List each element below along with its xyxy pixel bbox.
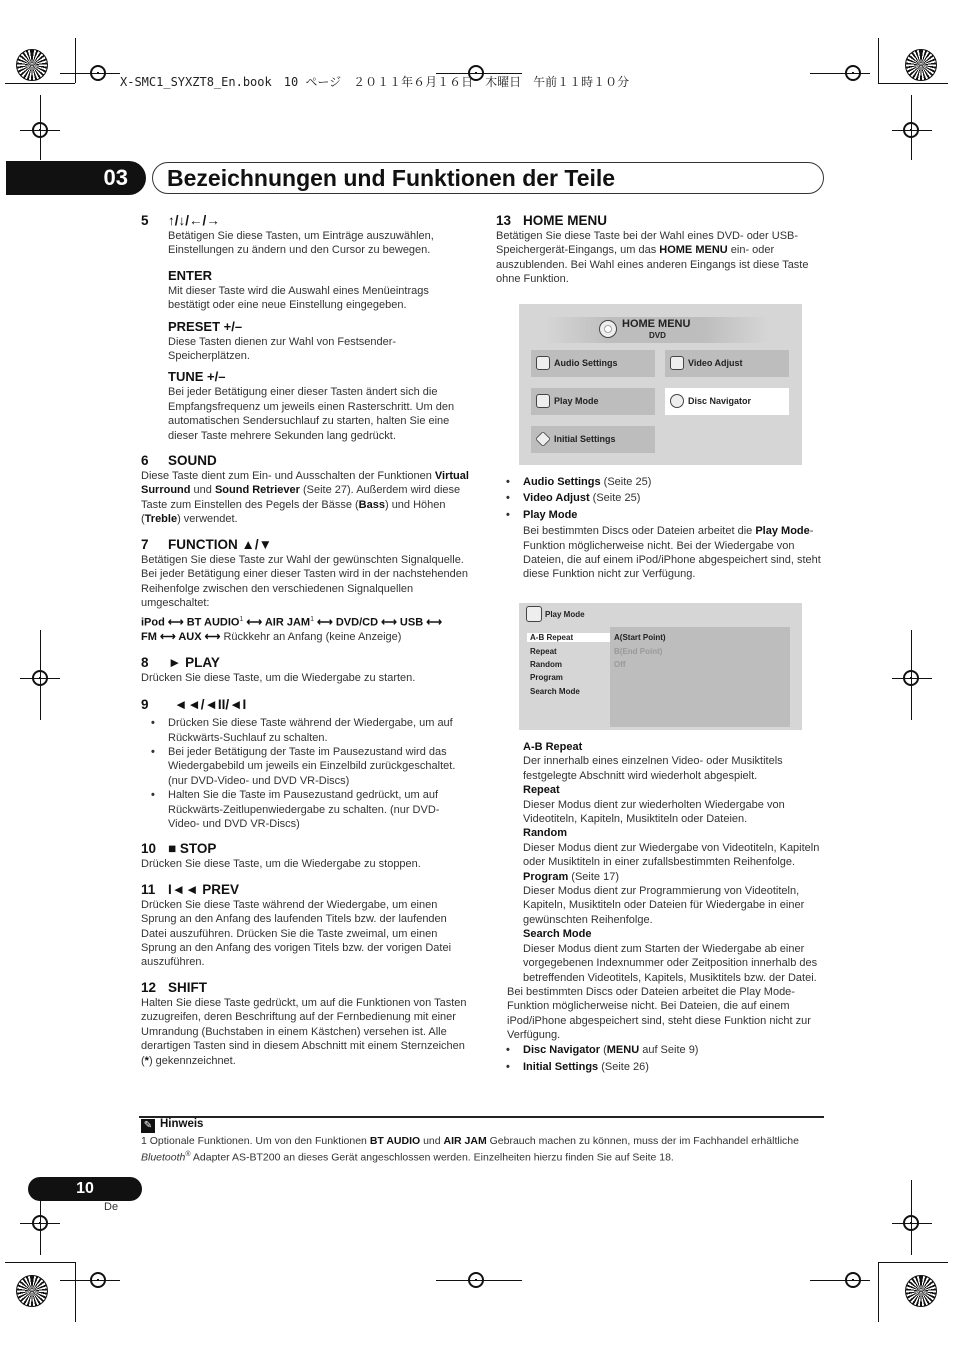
play-mode-descriptions: [507, 740, 827, 985]
disc-navigator-icon: [670, 394, 684, 408]
list-item: • Disc Navigator (MENU auf Seite 9): [523, 1043, 827, 1057]
mode-heading: Random: [523, 827, 567, 840]
list-item: • Bei jeder Betätigung der Taste im Pausezustand wird das Wiedergabebild um jeweils ein Einzelbild zurückgeschaltet. (nur DVD-Video- und DVD VR-Discs): [168, 745, 469, 788]
disc-icon: [599, 320, 617, 338]
option-start-point[interactable]: A(Start Point): [614, 633, 666, 642]
section-8-text: Drücken Sie diese Taste, um die Wiedergabe zu starten.: [141, 671, 416, 684]
list-item: • Play Mode: [523, 508, 827, 522]
home-menu-bullets-2: [507, 1043, 827, 1075]
menu-item-ab-repeat[interactable]: A-B Repeat: [527, 633, 610, 642]
mode-heading: Program (Seite 17): [523, 870, 619, 883]
mode-text: Dieser Modus dient zur wiederholten Wiedergabe von Videotiteln, Kapiteln, Musiktiteln oder Dateien.: [523, 798, 785, 826]
menu-item-random[interactable]: Random: [530, 660, 562, 669]
right-column-top: [496, 213, 826, 287]
video-icon: [670, 356, 684, 370]
note-pencil-icon: ✎: [141, 1119, 155, 1133]
tune-heading: TUNE +/–: [168, 369, 226, 385]
color-rosette-icon: [905, 49, 937, 81]
option-off[interactable]: Off: [614, 660, 626, 669]
section-8-heading: 8 ► PLAY: [141, 654, 220, 670]
option-end-point[interactable]: B(End Point): [614, 647, 663, 656]
note-text: 1 Optionale Funktionen. Um von den Funktionen BT AUDIO und AIR JAM Gebrauch machen zu können, muss der im Fachhandel erhältliche Bluetooth® Adapter AS-BT200 an dieses Gerät angeschlossen werden. Einzelheiten hierzu finden Sie auf Seite 18.: [141, 1135, 799, 1164]
play-mode-button[interactable]: Play Mode: [531, 388, 655, 415]
section-13-text: Betätigen Sie diese Taste bei der Wahl eines DVD- oder USB-Speichergerät-Eingangs, um das HOME MENU ein- oder auszublenden. Bei Wahl eines anderen Eingangs ist diese Taste ohne Funktion.: [496, 230, 809, 286]
section-12-text: Halten Sie diese Taste gedrückt, um auf die Funktionen von Tasten zuzugreifen, deren Beschriftung auf der Fernbedienung mit einer Umrandung (Buchstaben in einem Kästchen) versehen ist. Alle derartigen Tasten sind in diesem Abschnitt mit einem Sternzeichen (*) gekennzeichnet.: [141, 996, 467, 1067]
section-12-heading: 12 SHIFT: [141, 979, 207, 995]
left-column: [141, 213, 469, 1068]
section-13-heading: 13 HOME MENU: [496, 213, 607, 228]
list-item: • Drücken Sie diese Taste während der Wiedergabe, um auf Rückwärts-Suchlauf zu schalten.: [168, 716, 469, 745]
home-menu-title: HOME MENU: [622, 318, 691, 330]
mode-text: Dieser Modus dient zum Starten der Wiedergabe ab einer vorgegebenen Indexnummer oder Zeitposition innerhalb des betreffenden Videotitels, Kapitels, Musiktitels bzw. der Datei.: [523, 942, 818, 984]
color-rosette-icon: [16, 1275, 48, 1307]
section-10-heading: 10 ■ STOP: [141, 841, 217, 857]
section-5-heading: 5 ↑/↓/←/→: [141, 213, 220, 228]
enter-heading: ENTER: [168, 267, 213, 283]
list-item: • Halten Sie die Taste im Pausezustand gedrückt, um auf Rückwärts-Zeitlupenwiedergabe zu schalten. (nur DVD-Video- und DVD VR-Discs): [168, 788, 469, 831]
initial-settings-button[interactable]: Initial Settings: [531, 426, 655, 453]
chapter-title: Bezeichnungen und Funktionen der Teile: [152, 162, 824, 194]
list-item: • Video Adjust (Seite 25): [523, 491, 827, 505]
home-menu-subtitle: DVD: [649, 331, 666, 340]
settings-icon: [535, 431, 551, 447]
page-language: De: [104, 1201, 119, 1213]
menu-item-search-mode[interactable]: Search Mode: [530, 687, 580, 696]
chapter-number: 03: [6, 161, 146, 195]
mode-text: Dieser Modus dient zur Programmierung von Videotiteln, Kapiteln, Musiktiteln oder Dateien für Wiedergabe in einer gewünschten Reihenfolge.: [523, 885, 805, 926]
print-header: X-SMC1_SYXZT8_En.book 10 ページ ２０１１年６月１６日 木曜日 午前１１時１０分: [120, 75, 630, 89]
preset-text: Diese Tasten dienen zur Wahl von Festsender-Speicherplätzen.: [168, 335, 397, 363]
mode-text: Dieser Modus dient zur Wiedergabe von Videotiteln, Kapiteln oder Musiktiteln in einer zufallsbestimmten Reihenfolge.: [523, 841, 820, 869]
list-item: • Initial Settings (Seite 26): [523, 1060, 827, 1074]
mode-text: Der innerhalb eines einzelnen Video- oder Musiktitels festgelegte Abschnitt wird wiederholt abgespielt.: [523, 755, 783, 782]
color-rosette-icon: [905, 1275, 937, 1307]
section-11-text: Drücken Sie diese Taste während der Wiedergabe, um einen Sprung an den Anfang des laufenden Titels bzw. der laufenden Datei auszuführen. Drücken Sie die Taste zweimal, um einen Sprung an den Anfang des vorigen Titels bzw. der vorigen Datei auszuführen.: [141, 898, 452, 969]
play-mode-icon: [536, 394, 550, 408]
section-9-bullets: [141, 716, 469, 831]
page-number: 10: [28, 1177, 142, 1201]
video-adjust-button[interactable]: Video Adjust: [665, 350, 789, 377]
color-rosette-icon: [16, 49, 48, 81]
section-7-text: Betätigen Sie diese Taste zur Wahl der gewünschten Signalquelle. Bei jeder Betätigung einer dieser Tasten wird in der nachstehenden Reihenfolge zwischen den verschiedenen Signalquellen umgeschaltet:: [141, 553, 468, 609]
options-panel: [610, 627, 790, 727]
play-mode-closing: Bei bestimmten Discs oder Dateien arbeitet die Play Mode-Funktion möglicherweise nicht. Bei Dateien, die auf einem iPod/iPhone abgespeichert sind, steht diese Funktion nicht zur Verfügung.: [507, 985, 811, 1042]
play-mode-icon: [526, 606, 542, 622]
enter-text: Mit dieser Taste wird die Auswahl eines Menüeintrags bestätigt oder eine neue Einstellung eingegeben.: [168, 284, 429, 312]
play-mode-title: Play Mode: [545, 610, 585, 619]
section-7-heading: 7 FUNCTION ▲/▼: [141, 536, 272, 552]
mode-heading: A-B Repeat: [523, 741, 583, 753]
section-9-heading: 9 ◄◄/◄II/◄I: [141, 697, 247, 713]
home-menu-screen: [519, 304, 802, 465]
preset-heading: PRESET +/–: [168, 318, 243, 334]
audio-settings-button[interactable]: Audio Settings: [531, 350, 655, 377]
right-column-mid: [507, 475, 827, 582]
list-item: • Audio Settings (Seite 25): [523, 475, 827, 489]
menu-item-repeat[interactable]: Repeat: [530, 647, 557, 656]
note-heading: Hinweis: [160, 1118, 204, 1130]
section-10-text: Drücken Sie diese Taste, um die Wiedergabe zu stoppen.: [141, 858, 421, 871]
play-mode-screen: [519, 603, 802, 730]
section-6-heading: 6 SOUND: [141, 453, 217, 469]
function-sequence: iPod ⟷ BT AUDIO$^1$ ⟷ AIR JAM$^1$ ⟷ DVD/CD ⟷ USB ⟷ FM ⟷ AUX ⟷ Rückkehr an Anfang (keine Anzeige): [141, 616, 442, 644]
home-menu-bullets: [507, 475, 827, 522]
mode-heading: Search Mode: [523, 928, 592, 941]
section-6-text: Diese Taste dient zum Ein- und Ausschalten der Funktionen Virtual Surround und Sound Retriever (Seite 27). Außerdem wird diese Taste zum Einstellen des Pegels der Bässe (Bass) und Höhen (Treble) verwendet.: [141, 470, 469, 526]
play-mode-note: Bei bestimmten Discs oder Dateien arbeitet die Play Mode-Funktion möglicherweise nicht. Bei der Wiedergabe von Dateien, die auf einem iPod/iPhone abgespeichert sind, steht diese Funktion nicht zur Verfügung.: [523, 525, 821, 581]
section-5-text: Betätigen Sie diese Tasten, um Einträge auszuwählen, Einstellungen zu ändern und den Cursor zu bewegen.: [168, 230, 434, 257]
right-column-bottom: [507, 740, 827, 1074]
note-divider: [139, 1116, 824, 1118]
section-11-heading: 11 I◄◄ PREV: [141, 881, 239, 897]
menu-item-program[interactable]: Program: [530, 673, 563, 682]
speaker-icon: [536, 356, 550, 370]
disc-navigator-button[interactable]: Disc Navigator: [665, 388, 789, 415]
mode-heading: Repeat: [523, 784, 560, 797]
tune-text: Bei jeder Betätigung einer dieser Tasten ändert sich die Empfangsfrequenz um jeweils einen Rasterschritt. Um den automatischen Sendersuchlauf zu starten, halten Sie eine dieser Taste mehrere Sekunden lang gedrückt.: [168, 386, 455, 442]
